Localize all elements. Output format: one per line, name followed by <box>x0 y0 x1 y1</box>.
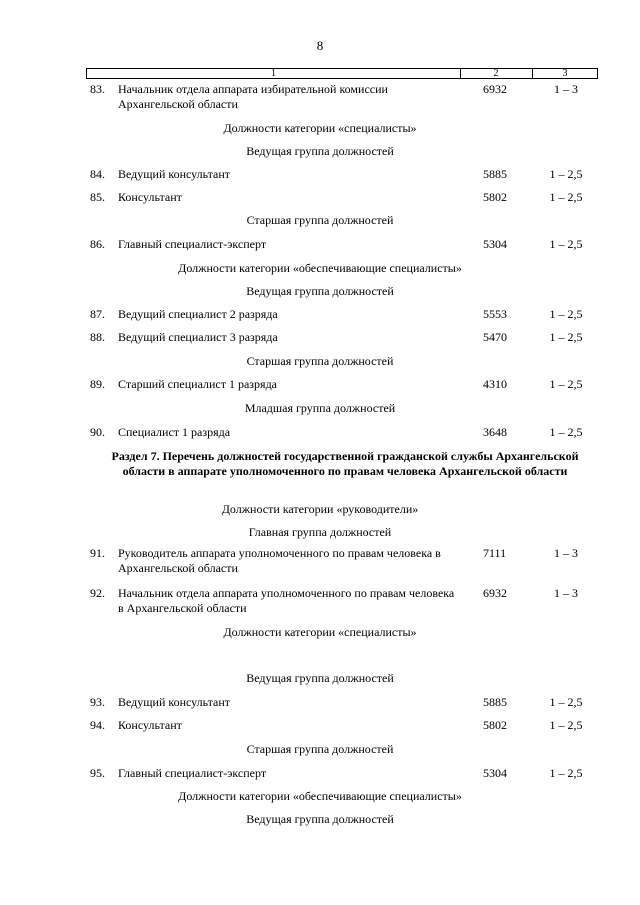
position-code: 7111 <box>483 546 507 560</box>
group-heading: Ведущая группа должностей <box>246 144 394 158</box>
category-heading: Должности категории «руководители» <box>221 502 419 516</box>
category-heading: Должности категории «обеспечивающие специалисты» <box>178 261 462 275</box>
position-title: Ведущий специалист 3 разряда <box>118 330 278 344</box>
group-heading: Ведущая группа должностей <box>246 671 394 685</box>
group-heading: Главная группа должностей <box>248 525 392 539</box>
row-number: 83. <box>90 82 105 96</box>
salary-grade: 1 – 2,5 <box>549 377 583 391</box>
position-title: Ведущий консультант <box>118 167 231 181</box>
salary-grade: 1 – 2,5 <box>549 766 583 780</box>
position-code: 5304 <box>483 237 507 251</box>
category-heading: Должности категории «специалисты» <box>223 121 417 135</box>
group-heading: Старшая группа должностей <box>246 354 394 368</box>
position-code: 6932 <box>483 82 507 96</box>
position-title: Ведущий специалист 2 разряда <box>118 307 278 321</box>
row-number: 90. <box>90 425 105 439</box>
position-code: 5553 <box>483 307 507 321</box>
section-title: Раздел 7. Перечень должностей государственной гражданской службы Архангельской области в аппарате уполномоченного по правам человека Архангельской области <box>111 449 579 478</box>
salary-grade: 1 – 2,5 <box>549 718 583 732</box>
row-number: 89. <box>90 377 105 391</box>
row-number: 88. <box>90 330 105 344</box>
row-number: 91. <box>90 546 105 560</box>
category-heading: Должности категории «обеспечивающие специалисты» <box>178 789 462 803</box>
salary-grade: 1 – 2,5 <box>549 695 583 709</box>
salary-grade: 1 – 2,5 <box>549 307 583 321</box>
column-2-label: 2 <box>460 69 533 78</box>
position-code: 5885 <box>483 695 507 709</box>
column-3-label: 3 <box>562 68 568 79</box>
row-number: 87. <box>90 307 105 321</box>
salary-grade: 1 – 2,5 <box>549 330 583 344</box>
position-title: Старший специалист 1 разряда <box>118 377 277 391</box>
position-code: 3648 <box>483 425 507 439</box>
group-heading: Ведущая группа должностей <box>246 284 394 298</box>
position-title: Начальник отдела аппарата избирательной комиссии Архангельской области <box>118 82 388 111</box>
row-number: 93. <box>90 695 105 709</box>
table-column-header <box>86 68 598 79</box>
position-title: Начальник отдела аппарата уполномоченного по правам человека в Архангельской области <box>118 586 455 615</box>
salary-grade: 1 – 3 <box>554 546 578 560</box>
salary-grade: 1 – 3 <box>554 586 578 600</box>
row-number: 84. <box>90 167 105 181</box>
row-number: 92. <box>90 586 105 600</box>
row-number: 95. <box>90 766 105 780</box>
position-code: 4310 <box>483 377 507 391</box>
position-code: 5304 <box>483 766 507 780</box>
row-number: 86. <box>90 237 105 251</box>
salary-grade: 1 – 3 <box>554 82 578 96</box>
salary-grade: 1 – 2,5 <box>549 167 583 181</box>
position-title: Консультант <box>118 718 182 732</box>
row-number: 94. <box>90 718 105 732</box>
position-code: 6932 <box>483 586 507 600</box>
salary-grade: 1 – 2,5 <box>549 190 583 204</box>
column-1-label: 1 <box>87 69 461 78</box>
group-heading: Старшая группа должностей <box>246 213 394 227</box>
row-number: 85. <box>90 190 105 204</box>
position-title: Руководитель аппарата уполномоченного по правам человека в Архангельской области <box>118 546 441 575</box>
group-heading: Ведущая группа должностей <box>246 812 394 826</box>
position-title: Главный специалист-эксперт <box>118 766 267 780</box>
position-code: 5470 <box>483 330 507 344</box>
position-title: Главный специалист-эксперт <box>118 237 267 251</box>
salary-grade: 1 – 2,5 <box>549 237 583 251</box>
position-code: 5802 <box>483 190 507 204</box>
page-number: 8 <box>316 38 324 53</box>
position-title: Специалист 1 разряда <box>118 425 231 439</box>
position-code: 5802 <box>483 718 507 732</box>
group-heading: Старшая группа должностей <box>246 742 394 756</box>
category-heading: Должности категории «специалисты» <box>223 625 417 639</box>
salary-grade: 1 – 2,5 <box>549 425 583 439</box>
position-title: Консультант <box>118 190 182 204</box>
group-heading: Младшая группа должностей <box>244 401 396 415</box>
position-title: Ведущий консультант <box>118 695 231 709</box>
position-code: 5885 <box>483 167 507 181</box>
